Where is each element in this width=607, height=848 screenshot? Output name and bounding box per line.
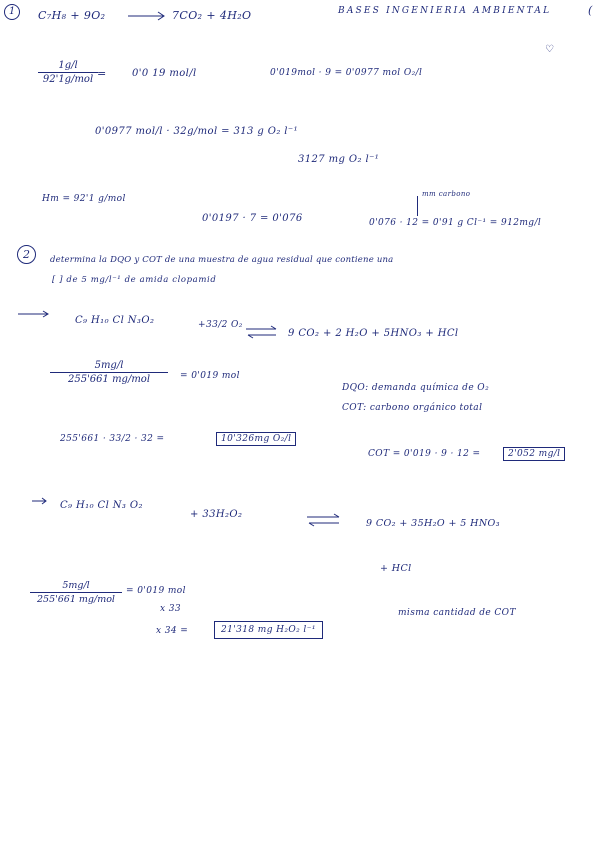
- definition-dqo: DQO: demanda química de O₂: [342, 383, 490, 393]
- fraction-1-numerator: 1g/l: [58, 60, 78, 71]
- arrow-right-icon: [128, 11, 168, 21]
- step-1: 0'019mol · 9 = 0'0977 mol O₂/l: [270, 68, 423, 78]
- fraction-2-numerator: 5mg/l: [94, 360, 124, 371]
- fraction-1-denominator: 92'1g/mol: [42, 74, 94, 85]
- equals-sign: =: [97, 67, 107, 80]
- problem-2-circle: [17, 245, 36, 264]
- arrow-right-icon: [32, 497, 50, 505]
- step-4: 0'0197 · 7 = 0'076: [202, 213, 303, 224]
- multiplier-34: x 34 =: [156, 626, 189, 636]
- problem-2-statement-line-2: [ ] de 5 mg/l⁻¹ de amida clopamid: [52, 275, 217, 285]
- step-5: 0'076 · 12 = 0'91 g Cl⁻¹ = 912mg/l: [369, 218, 542, 228]
- reaction-3-right: 9 CO₂ + 35H₂O + 5 HNO₃: [366, 518, 500, 529]
- fraction-3-result: = 0'019 mol: [126, 586, 186, 596]
- step-2: 0'0977 mol/l · 32g/mol = 313 g O₂ l⁻¹: [95, 126, 298, 137]
- h2o2-result: 21'318 mg H₂O₂ l⁻¹: [214, 621, 323, 639]
- fraction-1-result: 0'0 19 mol/l: [132, 68, 197, 79]
- multiplier-33: x 33: [160, 604, 181, 614]
- reaction-3-tail: + HCl: [380, 563, 412, 574]
- section-number-circle: [4, 4, 20, 20]
- cot-calculation: COT = 0'019 · 9 · 12 =: [368, 449, 481, 459]
- equilibrium-arrow-icon: [246, 326, 278, 338]
- fraction-2-result: = 0'019 mol: [180, 371, 240, 381]
- fraction-1: [38, 60, 98, 85]
- reaction-1-right: 7CO₂ + 4H₂O: [172, 9, 252, 22]
- arrow-right-icon: [18, 310, 52, 318]
- section-number: 1: [8, 6, 16, 17]
- reaction-3-coefficient: + 33H₂O₂: [190, 509, 243, 520]
- problem-2-number: 2: [23, 248, 30, 261]
- reaction-2-coefficient: +33/2 O₂: [198, 320, 243, 330]
- carbon-note: mm carbono: [422, 190, 471, 198]
- fraction-3-numerator: 5mg/l: [62, 580, 90, 591]
- title-tail: (: [588, 4, 593, 17]
- molar-mass: Hm = 92'1 g/mol: [42, 194, 126, 204]
- dqo-result: 10'326mg O₂/l: [216, 432, 296, 446]
- same-cot-note: misma cantidad de COT: [398, 608, 516, 618]
- problem-2-statement-line-1: determina la DQO y COT de una muestra de agua residual que contiene una: [50, 255, 394, 265]
- definition-cot: COT: carbono orgánico total: [342, 403, 483, 413]
- fraction-2: [50, 360, 168, 385]
- reaction-2-left: C₉ H₁₀ Cl N₃O₂: [75, 315, 155, 326]
- dqo-calculation: 255'661 · 33/2 · 32 =: [60, 434, 165, 444]
- fraction-2-denominator: 255'661 mg/mol: [67, 374, 151, 385]
- page-title: BASES INGENIERIA AMBIENTAL: [338, 6, 552, 16]
- fraction-3: [30, 580, 122, 605]
- equilibrium-arrow-icon: [307, 514, 341, 526]
- heart-doodle-icon: ♡: [545, 44, 555, 55]
- fraction-3-denominator: 255'661 mg/mol: [37, 594, 115, 605]
- reaction-1-left: C₇H₈ + 9O₂: [38, 9, 106, 22]
- reaction-2-right: 9 CO₂ + 2 H₂O + 5HNO₃ + HCl: [288, 328, 459, 339]
- step-3: 3127 mg O₂ l⁻¹: [298, 154, 380, 165]
- reaction-3-left: C₉ H₁₀ Cl N₃ O₂: [60, 500, 143, 511]
- cot-result: 2'052 mg/l: [503, 447, 565, 461]
- carbon-note-pointer: [417, 196, 418, 216]
